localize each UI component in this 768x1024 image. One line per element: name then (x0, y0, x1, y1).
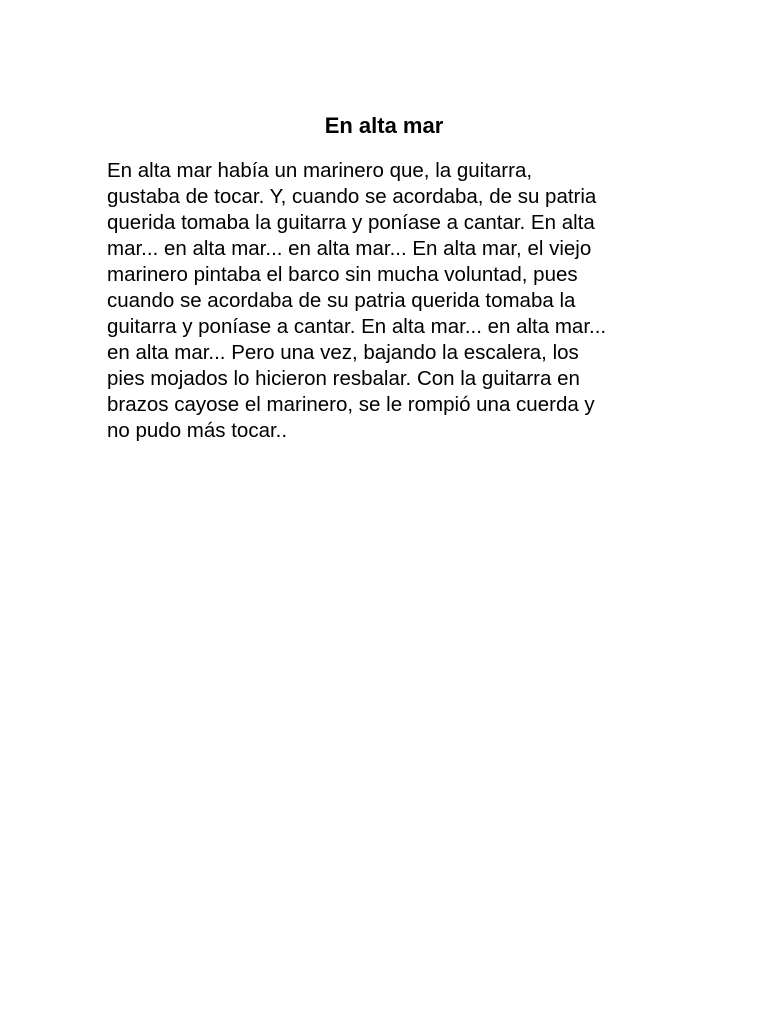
body-line: En alta mar había un marinero que, la guitarra, (107, 159, 533, 182)
body-line: querida tomaba la guitarra y poníase a cantar. En alta (107, 211, 595, 234)
body-line: gustaba de tocar. Y, cuando se acordaba, de su patria (107, 185, 597, 208)
body-line: brazos cayose el marinero, se le rompió una cuerda y (107, 393, 595, 416)
body-line: marinero pintaba el barco sin mucha voluntad, pues (107, 263, 578, 286)
body-line: en alta mar... Pero una vez, bajando la escalera, los (107, 341, 579, 364)
document-title: En alta mar (324, 113, 444, 138)
body-line: mar... en alta mar... en alta mar... En alta mar, el viejo (107, 237, 592, 260)
body-line: no pudo más tocar.. (107, 419, 288, 442)
body-line: guitarra y poníase a cantar. En alta mar... en alta mar... (107, 315, 607, 338)
body-line: cuando se acordaba de su patria querida tomaba la (107, 289, 576, 312)
body-line: pies mojados lo hicieron resbalar. Con la guitarra en (107, 367, 580, 390)
document-body (107, 158, 687, 444)
